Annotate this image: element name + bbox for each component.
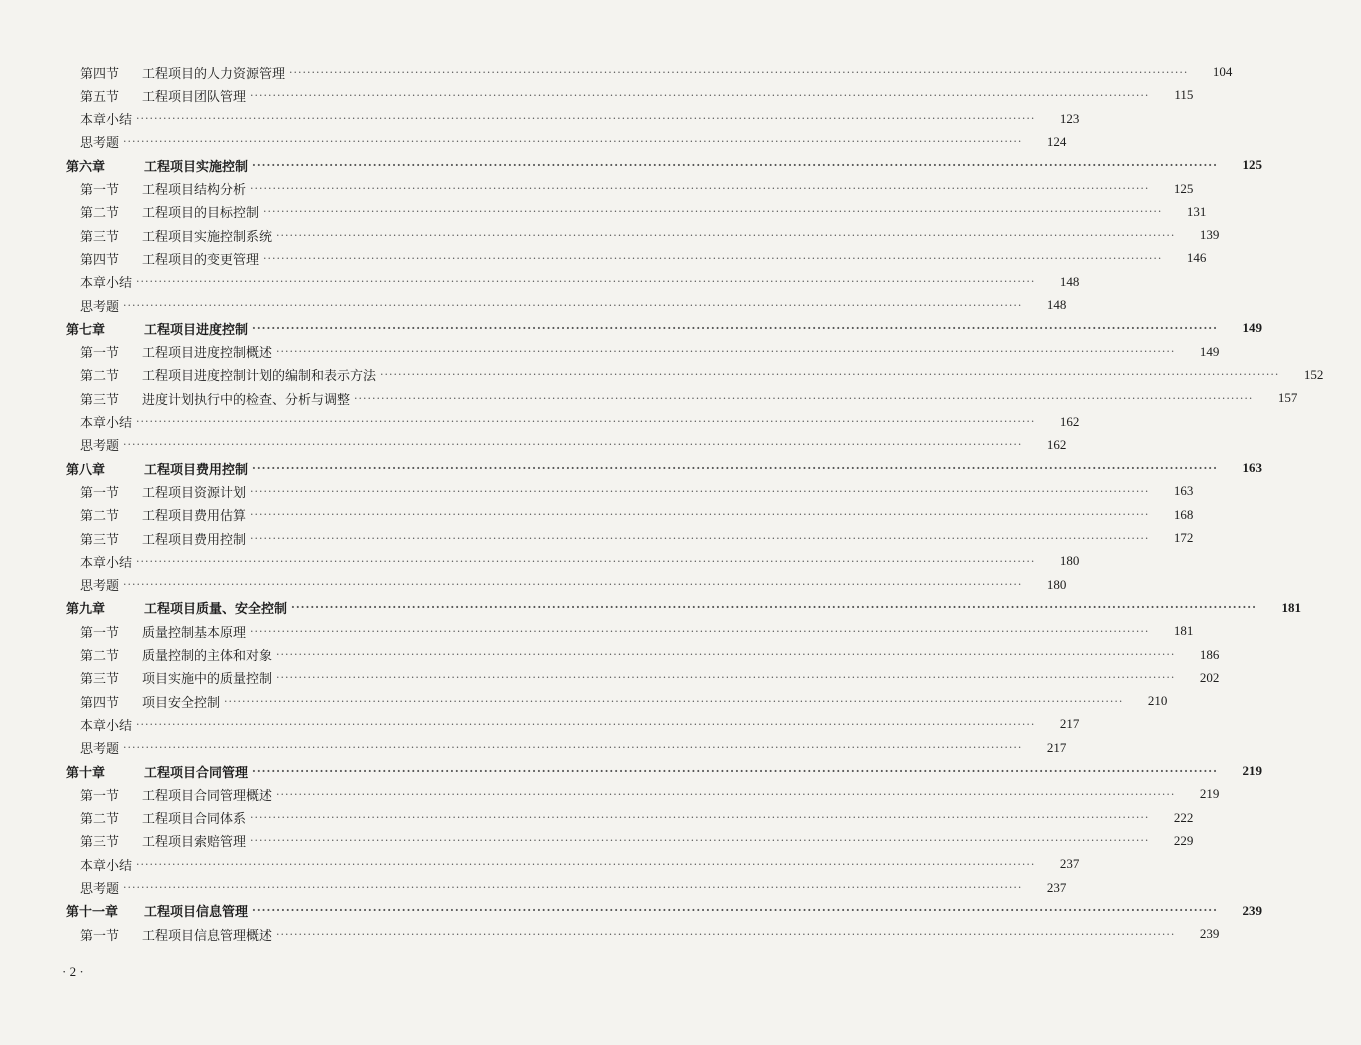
toc-entry-title: 工程项目费用控制 xyxy=(144,462,249,478)
toc-entry[interactable] xyxy=(0,270,1080,294)
toc-entry-title: 思考题 xyxy=(80,439,120,455)
toc-leader-dots: ········································································································································································································ xyxy=(224,694,1124,708)
toc-leader-dots: ········································································································································································································ xyxy=(250,508,1150,522)
toc-entry-title: 工程项目的变更管理 xyxy=(142,252,260,268)
toc-leader-dots: ········································································································································································································ xyxy=(252,321,1218,335)
toc-entry-label xyxy=(0,622,246,641)
toc-entry-page: 152 xyxy=(1303,366,1324,382)
toc-entry-title: 工程项目进度控制概述 xyxy=(142,346,273,362)
toc-leader-dots: ········································································································································································································ xyxy=(276,927,1176,941)
toc-entry-page: 219 xyxy=(1199,786,1220,802)
toc-entry-number: 第四节 xyxy=(80,695,120,711)
toc-leader-dots: ········································································································································································································ xyxy=(252,904,1218,918)
toc-entry-label xyxy=(0,855,132,874)
toc-entry-page: 139 xyxy=(1199,227,1220,243)
toc-entry-label xyxy=(0,575,119,594)
toc-entry[interactable] xyxy=(0,433,1067,457)
toc-entry-title: 工程项目团队管理 xyxy=(142,89,247,105)
toc-leader-dots: ········································································································································································································ xyxy=(252,461,1218,475)
toc-entry-label xyxy=(0,552,132,571)
toc-leader-dots: ········································································································································································································ xyxy=(276,228,1176,242)
toc-entry-number: 第四节 xyxy=(80,252,120,268)
toc-entry-page: 148 xyxy=(1046,297,1067,312)
toc-entry[interactable] xyxy=(0,410,1080,434)
toc-leader-dots: ········································································································································································································ xyxy=(250,834,1150,848)
toc-entry-number: 第一节 xyxy=(80,928,120,944)
toc-entry[interactable] xyxy=(0,712,1080,736)
toc-entry-title: 本章小结 xyxy=(80,555,133,571)
toc-entry-label xyxy=(0,132,119,151)
toc-leader-dots: ········································································································································································································ xyxy=(250,811,1150,825)
toc-entry-page: 239 xyxy=(1242,902,1262,918)
toc-entry-label xyxy=(0,412,132,431)
toc-entry-label xyxy=(0,435,119,454)
toc-entry-title: 工程项目费用估算 xyxy=(142,509,247,525)
toc-entry-title: 工程项目资源计划 xyxy=(142,485,247,501)
toc-entry-number: 第六章 xyxy=(66,159,106,175)
toc-entry-label xyxy=(0,319,248,338)
toc-entry-title: 工程项目费用控制 xyxy=(142,532,247,548)
toc-entry-label xyxy=(0,202,259,221)
toc-entry-title: 工程项目进度控制 xyxy=(144,322,249,338)
page-number: · 2 · xyxy=(62,964,84,979)
toc-leader-dots: ········································································································································································································ xyxy=(136,554,1036,568)
toc-entry-page: 180 xyxy=(1059,553,1080,569)
toc-entry-page: 123 xyxy=(1059,110,1080,126)
toc-entry-label xyxy=(0,785,272,804)
toc-leader-dots: ········································································································································································································ xyxy=(276,345,1176,359)
toc-entry-number: 第四节 xyxy=(80,66,120,82)
toc-entry[interactable] xyxy=(0,573,1067,597)
toc-entry-title: 工程项目的人力资源管理 xyxy=(142,66,286,82)
toc-entry-page: 149 xyxy=(1199,343,1220,359)
toc-entry-label xyxy=(0,738,119,757)
toc-entry-title: 思考题 xyxy=(80,742,120,758)
toc-entry-number: 第三节 xyxy=(80,672,120,688)
toc-entry[interactable] xyxy=(0,130,1067,154)
toc-entry-title: 质量控制基本原理 xyxy=(142,625,247,641)
toc-entry[interactable] xyxy=(0,782,1220,806)
toc-entry-number: 第二节 xyxy=(80,369,120,385)
toc-leader-dots: ········································································································································································································ xyxy=(252,764,1218,778)
toc-entry[interactable] xyxy=(0,852,1080,876)
toc-entry[interactable] xyxy=(0,246,1207,270)
toc-entry-label xyxy=(0,63,285,82)
toc-entry-label xyxy=(0,692,220,711)
toc-entry-page: 124 xyxy=(1046,133,1067,149)
toc-entry[interactable] xyxy=(0,526,1194,550)
toc-entry-number: 第一节 xyxy=(80,625,120,641)
toc-entry[interactable] xyxy=(0,922,1220,946)
toc-entry[interactable] xyxy=(0,876,1067,900)
toc-entry[interactable] xyxy=(0,549,1080,573)
toc-leader-dots: ········································································································································································································ xyxy=(123,135,1023,149)
toc-entry-page: 180 xyxy=(1046,576,1067,592)
toc-leader-dots: ········································································································································································································ xyxy=(123,298,1023,312)
toc-entry-page: 104 xyxy=(1212,64,1233,79)
toc-leader-dots: ········································································································································································································ xyxy=(136,415,1036,428)
toc-leader-dots: ········································································································································································································ xyxy=(380,368,1280,382)
toc-entry-label xyxy=(0,272,132,291)
toc-entry-title: 工程项目的目标控制 xyxy=(142,206,260,222)
toc-entry-page: 210 xyxy=(1147,693,1168,709)
toc-entry-page: 163 xyxy=(1173,483,1194,499)
toc-entry-title: 思考题 xyxy=(80,136,120,152)
toc-entry-number: 第十一章 xyxy=(66,905,119,921)
toc-entry-page: 125 xyxy=(1242,157,1262,173)
toc-entry-label xyxy=(0,645,272,664)
toc-entry-number: 第三节 xyxy=(80,392,120,408)
toc-entry-label xyxy=(0,529,246,548)
toc-leader-dots: ········································································································································································································ xyxy=(263,251,1163,265)
toc-leader-dots: ········································································································································································································ xyxy=(136,112,1036,126)
toc-entry-title: 工程项目质量、安全控制 xyxy=(144,602,288,618)
toc-entry-title: 思考题 xyxy=(80,882,120,897)
toc-entry[interactable] xyxy=(0,83,1194,107)
toc-entry-title: 工程项目合同体系 xyxy=(142,812,247,828)
toc-entry-page: 168 xyxy=(1173,506,1194,522)
toc-entry[interactable] xyxy=(0,153,1262,177)
toc-entry-page: 217 xyxy=(1046,739,1067,755)
toc-entry-number: 第二节 xyxy=(80,509,120,525)
toc-entry-number: 第一节 xyxy=(80,788,120,804)
toc-entry-title: 本章小结 xyxy=(80,276,133,292)
toc-leader-dots: ········································································································································································································ xyxy=(354,391,1254,405)
toc-entry-label xyxy=(0,365,376,384)
toc-entry-page: 229 xyxy=(1173,832,1194,848)
toc-entry[interactable] xyxy=(0,596,1301,620)
toc-entry-title: 项目实施中的质量控制 xyxy=(142,672,273,688)
toc-entry[interactable] xyxy=(0,666,1220,690)
toc-entry-label xyxy=(0,925,272,944)
toc-entry[interactable] xyxy=(0,386,1298,410)
toc-leader-dots: ········································································································································································································ xyxy=(252,158,1218,172)
toc-entry-label xyxy=(0,226,272,245)
toc-entry-number: 第一节 xyxy=(80,485,120,501)
toc-entry-number: 第九章 xyxy=(66,602,106,618)
toc-entry-page: 181 xyxy=(1281,599,1301,615)
toc-leader-dots: ········································································································································································································ xyxy=(276,671,1176,685)
toc-entry[interactable] xyxy=(0,293,1067,317)
toc-leader-dots: ········································································································································································································ xyxy=(250,624,1150,638)
toc-leader-dots: ········································································································································································································ xyxy=(250,484,1150,498)
toc-entry-page: 149 xyxy=(1242,320,1262,336)
toc-entry-title: 工程项目信息管理 xyxy=(144,905,249,921)
toc-entry-title: 工程项目索赔管理 xyxy=(142,835,247,851)
toc-entry[interactable] xyxy=(0,643,1220,667)
toc-entry-title: 思考题 xyxy=(80,579,120,595)
toc-entry-number: 第八章 xyxy=(66,462,106,478)
toc-entry-page: 148 xyxy=(1059,273,1080,289)
toc-leader-dots: ········································································································································································································ xyxy=(250,88,1150,102)
toc-entry-page: 237 xyxy=(1046,879,1067,895)
toc-entry-label xyxy=(0,459,248,478)
toc-leader-dots: ········································································································································································································ xyxy=(123,578,1023,592)
toc-entry-label xyxy=(0,901,248,920)
toc-entry-title: 本章小结 xyxy=(80,858,133,874)
toc-entry-title: 本章小结 xyxy=(80,113,133,129)
toc-entry-title: 本章小结 xyxy=(80,718,133,734)
toc-entry[interactable] xyxy=(0,456,1262,480)
toc-leader-dots: ········································································································································································································ xyxy=(136,857,1036,871)
toc-entry-number: 第二节 xyxy=(80,812,120,828)
toc-entry-page: 162 xyxy=(1046,436,1067,452)
toc-entry-number: 第七章 xyxy=(66,322,106,338)
toc-entry-title: 工程项目结构分析 xyxy=(142,183,247,198)
toc-leader-dots: ········································································································································································································ xyxy=(250,531,1150,545)
toc-entry[interactable] xyxy=(0,829,1194,853)
toc-entry[interactable] xyxy=(0,736,1067,760)
toc-entry-title: 工程项目进度控制计划的编制和表示方法 xyxy=(142,369,377,385)
toc-leader-dots: ········································································································································································································ xyxy=(276,787,1176,801)
toc-entry[interactable] xyxy=(0,107,1080,131)
toc-leader-dots: ········································································································································································································ xyxy=(263,205,1163,219)
toc-entry-title: 思考题 xyxy=(80,299,120,315)
toc-entry[interactable] xyxy=(0,619,1194,643)
toc-entry-label xyxy=(0,249,259,268)
toc-entry[interactable] xyxy=(0,503,1194,527)
toc-entry[interactable] xyxy=(0,223,1220,247)
toc-entry[interactable] xyxy=(0,806,1194,830)
toc-entry-label xyxy=(0,831,246,850)
toc-entry[interactable] xyxy=(0,177,1194,201)
toc-entry-label xyxy=(0,179,246,198)
toc-entry-page: 157 xyxy=(1277,390,1298,406)
toc-entry-title: 工程项目信息管理概述 xyxy=(142,928,273,944)
toc-leader-dots: ········································································································································································································ xyxy=(136,717,1036,731)
toc-leader-dots: ········································································································································································································ xyxy=(250,182,1150,195)
toc-leader-dots: ········································································································································································································ xyxy=(289,65,1189,79)
toc-entry-label xyxy=(0,598,287,617)
toc-entry-title: 工程项目实施控制系统 xyxy=(142,229,273,245)
toc-entry-label xyxy=(0,668,272,687)
toc-entry-label xyxy=(0,109,132,128)
toc-entry-label xyxy=(0,156,248,175)
toc-entry-page: 163 xyxy=(1242,460,1262,476)
toc-entry-number: 第三节 xyxy=(80,229,120,245)
toc-entry-label xyxy=(0,715,132,734)
toc-entry-page: 186 xyxy=(1199,646,1220,662)
toc-leader-dots: ········································································································································································································ xyxy=(123,741,1023,755)
toc-leader-dots: ········································································································································································································ xyxy=(291,601,1257,615)
toc-entry-page: 125 xyxy=(1173,180,1194,196)
toc-entry[interactable] xyxy=(0,200,1207,224)
toc-entry[interactable] xyxy=(0,316,1262,340)
toc-entry-label xyxy=(0,342,272,361)
toc-entry-page: 217 xyxy=(1059,716,1080,732)
toc-entry-label xyxy=(0,505,246,524)
toc-entry[interactable] xyxy=(0,759,1262,783)
toc-entry-number: 第三节 xyxy=(80,835,120,851)
toc-leader-dots: ········································································································································································································ xyxy=(123,881,1023,894)
toc-entry-title: 工程项目实施控制 xyxy=(144,159,249,175)
toc-entry-page: 202 xyxy=(1199,669,1220,685)
toc-entry-title: 工程项目合同管理概述 xyxy=(142,788,273,804)
toc-entry-number: 第二节 xyxy=(80,649,120,664)
toc-entry-page: 172 xyxy=(1173,530,1194,545)
toc-entry[interactable] xyxy=(0,363,1324,387)
toc-entry-label xyxy=(0,296,119,315)
toc-entry-label xyxy=(0,389,350,408)
toc-entry-title: 进度计划执行中的检查、分析与调整 xyxy=(142,392,351,408)
toc-entry-page: 219 xyxy=(1242,763,1262,778)
toc-entry-number: 第十章 xyxy=(66,765,106,781)
toc-leader-dots: ········································································································································································································ xyxy=(136,275,1036,289)
toc-entry-page: 181 xyxy=(1173,623,1194,639)
toc-entry-title: 项目安全控制 xyxy=(142,695,221,711)
toc-entry-page: 239 xyxy=(1199,926,1220,942)
toc-entry-label xyxy=(0,808,246,827)
toc-entry[interactable] xyxy=(0,899,1262,923)
toc-entry-label xyxy=(0,86,246,105)
toc-entry-label xyxy=(0,762,248,781)
toc-entry-number: 第二节 xyxy=(80,206,120,222)
toc-entry-page: 222 xyxy=(1173,809,1194,825)
toc-entry-page: 237 xyxy=(1059,856,1080,872)
toc-entry-label xyxy=(0,878,119,897)
toc-entry-number: 第五节 xyxy=(80,89,120,105)
toc-entry[interactable] xyxy=(0,340,1220,364)
toc-entry[interactable] xyxy=(0,60,1233,84)
toc-entry-number: 第一节 xyxy=(80,346,120,362)
toc-entry-number: 第一节 xyxy=(80,183,120,198)
toc-entry-number: 第三节 xyxy=(80,532,120,548)
toc-entry-page: 131 xyxy=(1186,203,1207,219)
toc-entry-label xyxy=(0,482,246,501)
toc-entry[interactable] xyxy=(0,689,1168,713)
toc-entry-page: 146 xyxy=(1186,250,1207,266)
toc-leader-dots: ········································································································································································································ xyxy=(123,438,1023,452)
toc-entry-page: 162 xyxy=(1059,413,1080,429)
toc-entry-title: 质量控制的主体和对象 xyxy=(142,649,273,664)
toc-entry-title: 工程项目合同管理 xyxy=(144,765,249,781)
toc-entry-title: 本章小结 xyxy=(80,416,133,431)
toc-leader-dots: ········································································································································································································ xyxy=(276,648,1176,661)
toc-entry-page: 115 xyxy=(1174,87,1194,103)
toc-entry[interactable] xyxy=(0,479,1194,503)
